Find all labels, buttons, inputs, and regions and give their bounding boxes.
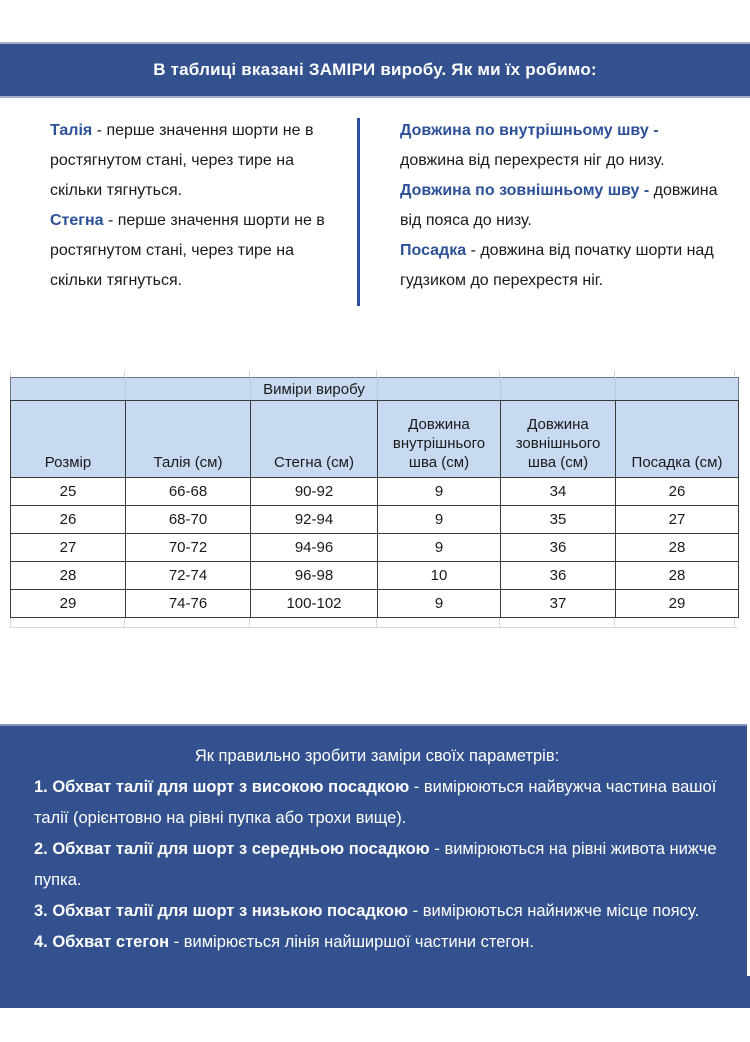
definitions-right-column [400, 116, 724, 298]
footer-section [0, 724, 750, 1008]
column-header-size: Розмір [11, 401, 126, 478]
table-row [11, 534, 739, 562]
footer-item-2 [34, 834, 720, 896]
table-cell: 35 [501, 506, 616, 534]
definition-text: - перше значення шорти не в ростягнутом стані, через тире на скільки тягнуться. [50, 212, 325, 289]
table-row [11, 562, 739, 590]
definitions-left-column [50, 116, 342, 298]
table-cell: 72-74 [126, 562, 251, 590]
gridline-artifact-bottom [10, 618, 738, 628]
table-empty-cell [501, 378, 616, 401]
table-empty-cell [126, 378, 251, 401]
table-cell: 28 [11, 562, 126, 590]
definition-hips [50, 206, 342, 296]
definition-term: Довжина по зовнішньому шву - [400, 182, 650, 199]
footer-item-lead: 4. Обхват стегон [34, 933, 170, 951]
table-cell: 34 [501, 478, 616, 506]
table-title-row [11, 378, 739, 401]
table-cell: 29 [616, 590, 739, 618]
table-cell: 9 [378, 534, 501, 562]
table-empty-cell [616, 378, 739, 401]
size-chart-page [0, 42, 750, 1042]
definition-term: Стегна [50, 212, 104, 229]
table-row [11, 590, 739, 618]
footer-item-text: - вимірюється лінія найширшої частини стегон. [169, 933, 534, 951]
footer-item-lead: 3. Обхват талії для шорт з низькою посадкою [34, 902, 409, 920]
table-cell: 36 [501, 562, 616, 590]
header-bar [0, 42, 750, 98]
definition-rise [400, 236, 724, 296]
footer-item-lead: 2. Обхват талії для шорт з середньою посадкою [34, 840, 430, 858]
table-cell: 68-70 [126, 506, 251, 534]
table-empty-cell [378, 378, 501, 401]
page-title: В таблиці вказані ЗАМІРИ виробу. Як ми їх робимо: [153, 60, 597, 79]
table-cell: 26 [616, 478, 739, 506]
table-cell: 74-76 [126, 590, 251, 618]
table-cell: 94-96 [251, 534, 378, 562]
table-cell: 28 [616, 562, 739, 590]
definition-text: - перше значення шорти не в ростягнутом стані, через тире на скільки тягнуться. [50, 122, 314, 199]
gridline-artifact-top [10, 370, 738, 377]
table-row [11, 506, 739, 534]
footer-title: Як правильно зробити заміри своїх параметрів: [194, 747, 560, 765]
table-cell: 70-72 [126, 534, 251, 562]
table-cell: 36 [501, 534, 616, 562]
column-header-inseam: Довжина внутрішнього шва (см) [378, 401, 501, 478]
definition-term: Довжина по внутрішньому шву - [400, 122, 659, 139]
definitions-section [0, 116, 750, 298]
table-empty-cell [11, 378, 126, 401]
definition-text: довжина від перехрестя ніг до низу. [400, 152, 665, 169]
table-cell: 66-68 [126, 478, 251, 506]
footer-item-3 [34, 896, 720, 927]
footer-item-1 [34, 772, 720, 834]
table-header-row [11, 401, 739, 478]
table-cell: 25 [11, 478, 126, 506]
column-header-outseam: Довжина зовнішнього шва (см) [501, 401, 616, 478]
table-cell: 28 [616, 534, 739, 562]
column-header-waist: Талія (см) [126, 401, 251, 478]
table-row [11, 478, 739, 506]
definition-inseam [400, 116, 724, 176]
definition-outseam [400, 176, 724, 236]
definition-term: Посадка [400, 242, 467, 259]
table-cell: 9 [378, 590, 501, 618]
table-cell: 27 [616, 506, 739, 534]
table-cell: 92-94 [251, 506, 378, 534]
footer-item-text: - вимірюються найнижче місце поясу. [408, 902, 700, 920]
column-header-rise: Посадка (см) [616, 401, 739, 478]
table-cell: 10 [378, 562, 501, 590]
definition-text: - довжина від початку шорти над гудзиком до перехрестя ніг. [400, 242, 714, 289]
sizes-table [10, 377, 739, 618]
footer-item-lead: 1. Обхват талії для шорт з високою посадкою [34, 778, 410, 796]
column-divider [357, 118, 360, 306]
table-cell: 90-92 [251, 478, 378, 506]
column-header-hips: Стегна (см) [251, 401, 378, 478]
table-cell: 96-98 [251, 562, 378, 590]
table-cell: 9 [378, 506, 501, 534]
footer-item-4 [34, 927, 720, 958]
table-cell: 37 [501, 590, 616, 618]
table-cell: 27 [11, 534, 126, 562]
table-cell: 26 [11, 506, 126, 534]
footer-item-text: - вимірюються на рівні живота нижче пупка. [34, 840, 717, 889]
definition-term: Талія [50, 122, 93, 139]
table-cell: 29 [11, 590, 126, 618]
table-title-cell: Виміри виробу [251, 378, 378, 401]
footer-item-text: - вимірюються найвужча частина вашої талії (орієнтовно на рівні пупка або трохи вище). [34, 778, 717, 827]
table-cell: 100-102 [251, 590, 378, 618]
table-cell: 9 [378, 478, 501, 506]
definition-waist [50, 116, 342, 206]
definition-text: довжина від пояса до низу. [400, 182, 718, 229]
